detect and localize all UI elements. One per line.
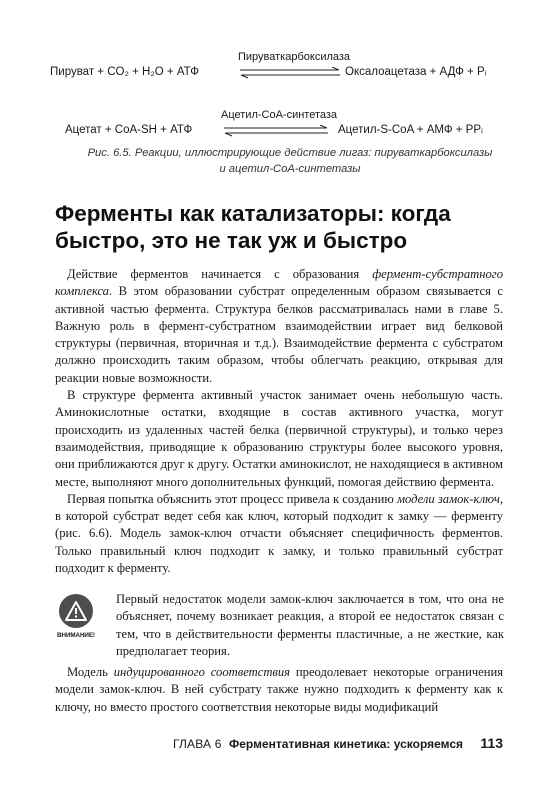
warning-circle [59,594,93,628]
section-heading [55,200,525,254]
equilibrium-arrows [238,67,342,79]
enzyme-label: Ацетил-CoA-синтетаза [221,109,338,121]
term: фермент-субстратного комплекса [55,267,503,299]
paragraph: Модель индуцированного соответствия преодолевает некоторые ограничения модели замок-ключ. В ней субстрату также нужно подходить к ферменту как к ключу, но вместо простого соответствия некоторые виды модификаций [55,665,504,714]
caption-line: и ацетил-CoA-синтетазы [219,163,361,175]
reaction-left-side: Ацетат + CoA-SH + АТФ [65,124,193,136]
body-text-block [55,664,503,716]
term: индуцированного соответствия [113,665,291,679]
exclamation-triangle-icon [65,601,87,621]
warning-label: ВНИМАНИЕ! [57,632,95,639]
body-text-block [55,266,503,577]
paragraph: В структуре фермента активный участок занимает очень небольшую часть. Аминокислотные остатки, входящие в состав активного участка, могут происходить из удаленных частей белка (первичной структуры), и только через взаимодействия, приводящие к образованию структуры более высокого уровня, они приближаются друг к другу. Остатки аминокислот, не находящиеся в активном месте, выполняют много дополнительных функций, помогая действию фермента. [55,388,503,489]
paragraph: Первая попытка объяснить этот процесс привела к созданию модели замок-ключ, в которой субстрат ведет себя как ключ, который подходит к замку — ферменту (рис. 6.6). Модель замок-ключ отчасти объясняет специфичность ферментов. Только правильный ключ подходит к замку, и только правильный субстрат подходит к ферменту. [55,491,504,576]
caption-line: Рис. 6.5. Реакции, иллюстрирующие действие лигаз: пируваткарбоксилазы [87,147,493,159]
heading-line: Ферменты как катализаторы: когда [55,201,451,226]
note-paragraph: Первый недостаток модели замок-ключ заключается в том, что она не объясняет, почему возникает реакция, а второй ее недостаток связан с тем, что в действительности ферменты пластичные, а не жесткие, как предполагает теория. [116,592,504,658]
warning-icon [57,594,95,646]
figure-caption [60,145,520,177]
warning-note [116,591,504,660]
chapter-title: Ферментативная кинетика: ускоряемся [229,737,464,751]
page-footer [173,735,503,751]
paragraph: Действие ферментов начинается с образования фермент-субстратного комплекса. В этом образовании субстрат определенным образом связывается с активной частью фермента. Структура белков рассматривалась нами в главе 5. Важную роль в фермент-субстратном взаимодействии играет вид белковой структуры (первичная, вторичная и т.д.). Взаимодействие фермента с субстратом должно происходить таким образом, чтобы облегчать реакцию, открывая для реакции новые возможности. [55,267,503,385]
heading-line: быстро, это не так уж и быстро [55,228,408,253]
reaction-left-side: Пируват + CO₂ + H₂O + АТФ [50,66,200,78]
reaction-right-side: Оксалоацетаза + АДФ + Pᵢ [345,66,487,78]
term: модели замок-ключ [396,491,500,506]
enzyme-label: Пируваткарбоксилаза [238,51,351,63]
page-number: 113 [480,735,503,751]
equilibrium-arrows [222,125,330,137]
chapter-label: ГЛАВА 6 [172,737,222,751]
reaction-right-side: Ацетил-S-CoA + АМФ + PPᵢ [338,124,483,136]
